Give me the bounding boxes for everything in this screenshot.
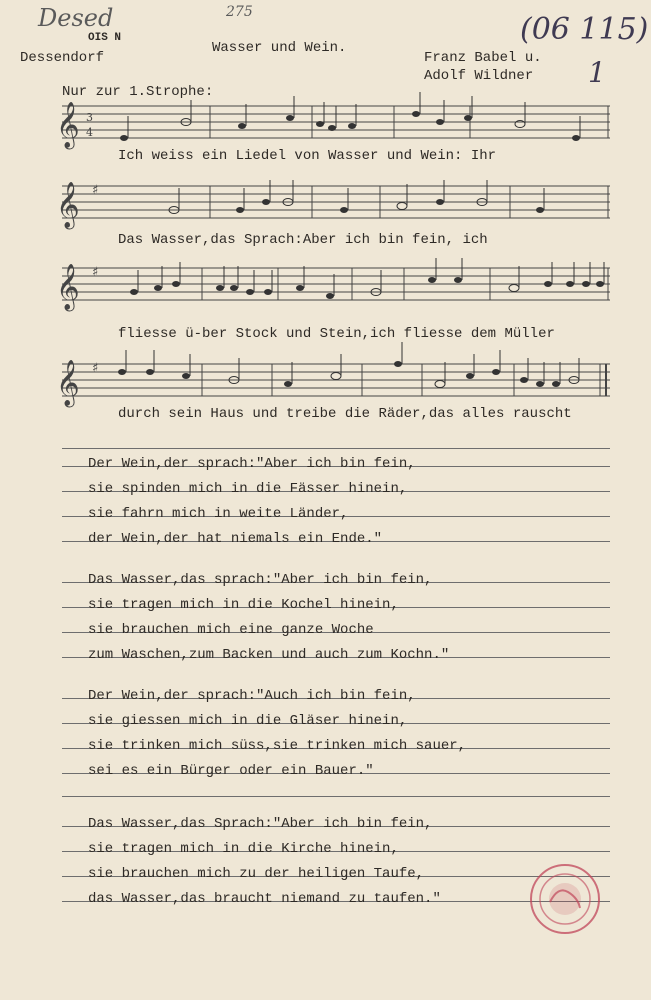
verse-line	[62, 618, 610, 643]
verse-text: sie trinken mich süss,sie trinken mich sauer,	[88, 738, 467, 754]
verse-text: das Wasser,das braucht niemand zu taufen."	[88, 891, 441, 907]
verse-text: sie spinden mich in die Fässer hinein,	[88, 481, 408, 497]
verse-line	[62, 734, 610, 759]
music-staff-1	[56, 102, 610, 148]
verse-line	[62, 502, 610, 527]
verse-line	[62, 593, 610, 618]
music-staff-3	[56, 264, 610, 310]
verse-line	[62, 527, 610, 552]
verse-text: sie tragen mich in die Kirche hinein,	[88, 841, 399, 857]
music-staff-2	[56, 182, 610, 228]
lyric-line-3: fliesse ü-ber Stock und Stein,ich fliesse dem Müller	[118, 326, 555, 342]
verse-text: Der Wein,der sprach:"Aber ich bin fein,	[88, 456, 416, 472]
rule-line	[62, 796, 610, 797]
verse-line	[62, 812, 610, 837]
verse-line	[62, 643, 610, 668]
verse-line	[62, 709, 610, 734]
verse-text: zum Waschen,zum Backen und auch zum Kochn."	[88, 647, 450, 663]
header-location: Dessendorf	[20, 50, 105, 66]
verse-text: sie fahrn mich in weite Länder,	[88, 506, 349, 522]
verse-line	[62, 759, 610, 784]
verse-line	[62, 477, 610, 502]
lyric-line-2: Das Wasser,das Sprach:Aber ich bin fein, ich	[118, 232, 488, 248]
verse-2	[62, 568, 610, 668]
author-line-2: Adolf Wildner	[424, 68, 534, 84]
verse-1	[62, 452, 610, 552]
verse-text: Das Wasser,das Sprach:"Aber ich bin fein,	[88, 816, 433, 832]
song-title: Wasser und Wein.	[212, 40, 347, 56]
svg-text:♯: ♯	[92, 361, 99, 376]
verse-text: sie tragen mich in die Kochel hinein,	[88, 597, 399, 613]
melody-note: Nur zur 1.Strophe:	[62, 84, 214, 100]
music-staff-4	[56, 360, 610, 406]
verse-text: sie brauchen mich zu der heiligen Taufe,	[88, 866, 425, 882]
verse-line	[62, 452, 610, 477]
verse-line	[62, 684, 610, 709]
pencil-note-top-left: Desed	[38, 4, 114, 32]
verse-text: der Wein,der hat niemals ein Ende."	[88, 531, 383, 547]
rule-line	[62, 448, 610, 449]
svg-text:𝄞: 𝄞	[56, 102, 80, 148]
verse-text: sie giessen mich in die Gläser hinein,	[88, 713, 408, 729]
verse-text: sie brauchen mich eine ganze Woche	[88, 622, 374, 638]
archive-stamp	[528, 862, 602, 936]
lyric-line-4: durch sein Haus und treibe die Räder,das alles rauscht	[118, 406, 572, 422]
svg-text:3: 3	[86, 111, 93, 124]
svg-text:♯: ♯	[92, 265, 99, 280]
pencil-page-number: 1	[588, 56, 606, 89]
svg-text:𝄞: 𝄞	[56, 360, 80, 406]
svg-text:𝄞: 𝄞	[56, 182, 80, 228]
verse-text: Das Wasser,das sprach:"Aber ich bin fein,	[88, 572, 433, 588]
pencil-number-top: 275	[226, 4, 253, 20]
verse-line	[62, 568, 610, 593]
verse-text: Der Wein,der sprach:"Auch ich bin fein,	[88, 688, 416, 704]
pencil-archive-ref: (06 115)	[520, 12, 649, 47]
verse-text: sei es ein Bürger oder ein Bauer."	[88, 763, 374, 779]
svg-text:𝄞: 𝄞	[56, 264, 80, 310]
lyric-line-1: Ich weiss ein Liedel von Wasser und Wein: Ihr	[118, 148, 497, 164]
svg-text:♯: ♯	[92, 183, 99, 198]
svg-text:4: 4	[86, 126, 93, 139]
header-code: OIS N	[88, 32, 122, 44]
verse-3	[62, 684, 610, 784]
author-line-1: Franz Babel u.	[424, 50, 542, 66]
verse-line	[62, 837, 610, 862]
